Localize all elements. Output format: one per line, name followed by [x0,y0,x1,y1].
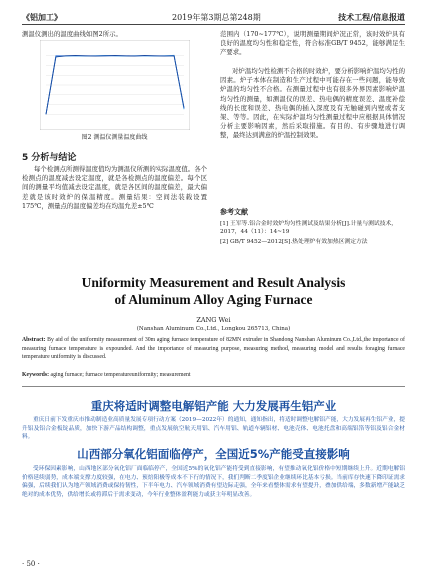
keywords-label: Keywords: [22,372,50,378]
english-abstract [22,336,405,362]
english-keywords [22,371,405,380]
right-paragraph-2: 对炉温均匀性检测不合格的时效炉，要分析影响炉温均匀性的因素。炉子本体在制造和生产过程中可能存在一些问题，能导致炉温的均匀性不合格。在测量过程中也有很多外界因素影响炉温均匀性的测量，如测温仪的误差、热电偶的精度误差、温度补偿线的长度和误差、热电偶的插入深度及有无触碰到内壁或者支架、等等。因此，在实际炉温均匀性测量过程中应根据具体情况分析主要影响因素，然后采取措施。有目的、有步骤地进行调整，最终达到满意的炉温控制效果。 [220,67,405,140]
abstract-label: Abstract: [22,337,46,343]
news-text-2: 受环保因素影响，山西地区部分氧化铝厂面临临停产，全国近5%的氧化铝产能将受到直接影响，有望推动氧化铝价格中短期继续上升。近期电解铝价格延续弱势，成本端支撑力度较强，在电力、预焙阳极等成本不下行的情况下，我们判断二季度铝企业继续环比基本亏损。当前库存快速下降印证需求偏强，后续我们认为地产领域消费或保持韧性，下半年电力、汽车领域消费有望边际走强，全年来看整体需求有望提升，叠加供给端，多数新增产能缺乏绝对的成本优势，供给增长或将滞后于需求变动，今年行业整体盈利能力或获主年明显改善。 [22,466,405,498]
reference-item: [1] 王军等.铝合金时效炉均匀性测试及结果分析[J].计量与测试技术，2017，44（11）：14~19 [220,221,398,235]
conclusion-paragraph: 每个检测点所测得温度值均为测温仪所测的实际温度值。各个检测点的温度减去设定温度，就是各检测点的温度偏差。每个区间的测量平均值减去设定温度，就是各区间的温度偏差，最大偏差就是该时效炉的保温精度。测量结果：空间法装载设置175℃，测量点的温度偏差均在均温允差±5℃ [22,165,207,210]
journal-name: 《铝加工》 [22,12,62,22]
news-text-1: 重庆日前下发重庆市推动制造业高质量发展专项行动方案（2019—2022年）的通知，通知指出，将适时调整电解铝产能，大力发展再生铝产业，提升铝及铝合金板锭品质，加快下游产品结构调整，重点发展航空航天用铝、汽车用铝、轨道车辆铝材、电池壳体、电池托盘和高端铝箔等铝及铝合金材料。 [22,417,405,440]
header-rule [22,24,405,25]
figure-caption: 图2 测温仪测量温度曲线 [81,134,148,141]
english-affiliation: (Nanshan Aluminum Co.,Ltd., Longkou 265713, China) [136,326,291,332]
references-title: 参考文献 [220,208,248,216]
temperature-chart [40,40,190,130]
right-paragraph-1: 范围内（170~177℃），说明测量期间炉况正常，该时效炉具有良好的温度均匀性和稳定性，符合标准GB/T 9452，能够满足生产要求。 [220,30,405,57]
figure-intro: 测温仪测出的温度曲线如图2所示。 [22,30,122,38]
english-author: ZANG Wei [196,316,231,324]
section-title: 5 分析与结论 [22,153,77,163]
english-title-line-1: Uniformity Measurement and Result Analysis [81,275,346,290]
column-name: 技术工程/信息报道 [338,12,405,22]
chart-svg [40,40,190,130]
news-title-2: 山西部分氧化铝面临停产，全国近5%产能受直接影响 [77,447,350,461]
keywords-text: aging furnace; furnace temperatureuniformity; measurement [49,372,191,378]
section-divider [22,386,405,387]
page-number: · 50 · [22,560,40,568]
news-title-1: 重庆将适时调整电解铝产能 大力发展再生铝产业 [90,399,337,413]
issue-info: 2019年第3期总第248期 [172,13,261,22]
references [220,207,405,246]
abstract-text: By aid of the uniformity measurement of 30m aging furnace temperature of 82MN extruder in Shandong Nanshan Aluminum Co.,Ltd.,the importance of measuring furnace temperature is expounded. And the importance of measuring purpose, measuring method, measuring model and results foraging furnace temperature uniformity is discussed. [22,337,405,361]
reference-item: [2] GB/T 9452—2012[S].热处理炉有效加热区测定方法 [220,239,368,245]
english-title-line-2: of Aluminum Alloy Aging Furnace [114,292,313,307]
